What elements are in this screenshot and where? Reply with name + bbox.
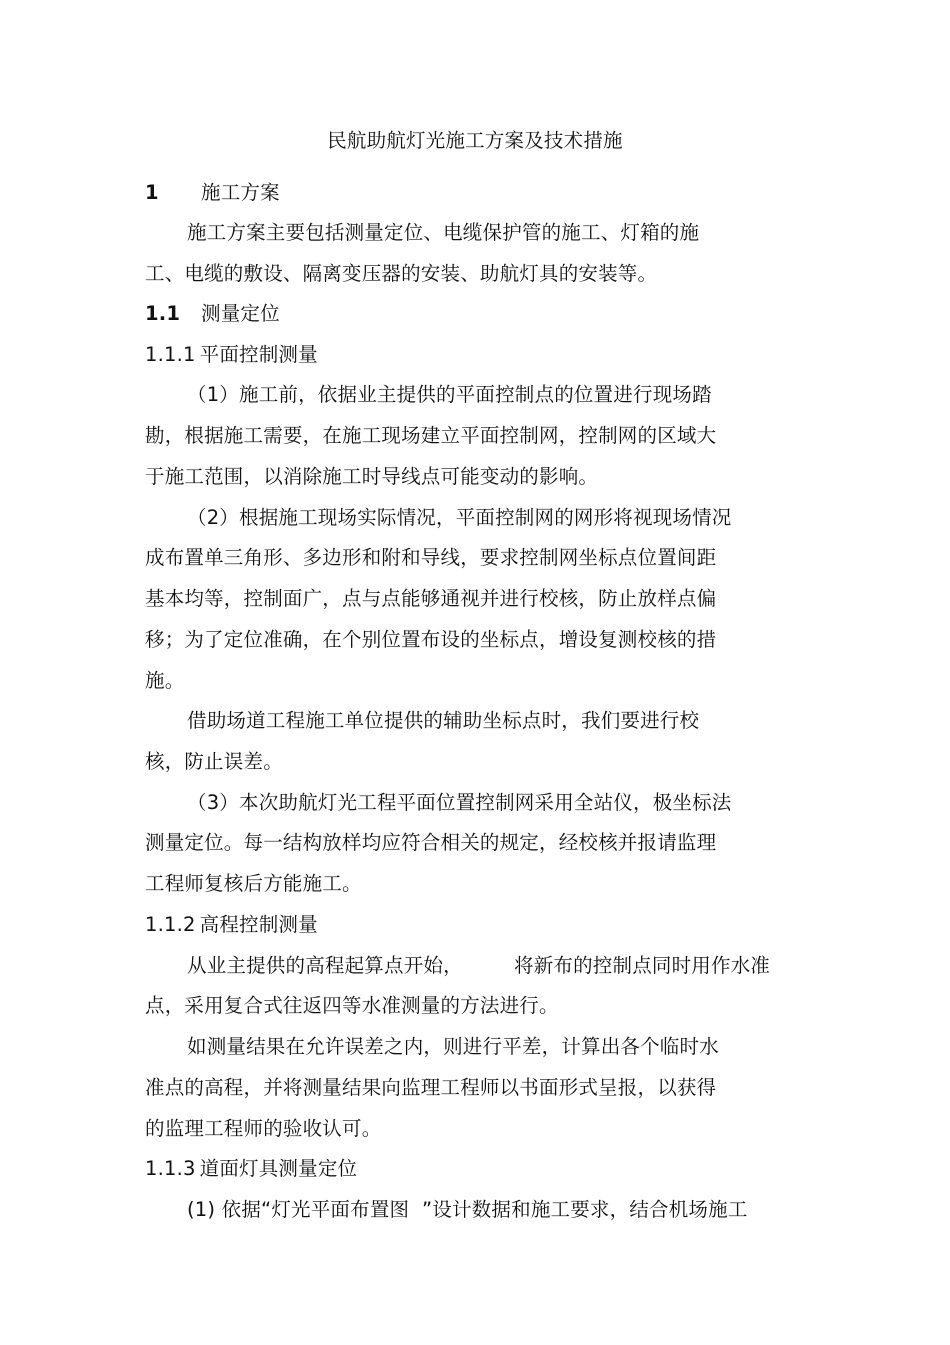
section-heading-1-1 [145,301,280,327]
section-title: 高程控制测量 [199,913,318,936]
section-title: 道面灯具测量定位 [199,1157,358,1180]
paragraph-line: 测量定位。每一结构放样均应符合相关的规定，经校核并报请监理 [145,831,717,854]
section-title: 测量定位 [201,302,280,325]
paragraph-line: 成布置单三角形、多边形和附和导线，要求控制网坐标点位置间距 [145,546,717,569]
paragraph-line: 从业主提供的高程起算点开始， 将新布的控制点同时用作水准 [187,954,771,977]
section-heading-1 [145,180,280,206]
document-title: 民航助航灯光施工方案及技术措施 [327,129,623,152]
paragraph-line: 基本均等，控制面广，点与点能够通视并进行校核，防止放样点偏 [145,587,717,610]
paragraph-line: 移；为了定位准确，在个别位置布设的坐标点，增设复测校核的措 [145,628,717,651]
paragraph-line: 施工方案主要包括测量定位、电缆保护管的施工、灯箱的施 [187,221,700,244]
paragraph-line: 如测量结果在允许误差之内，则进行平差，计算出各个临时水 [187,1035,719,1058]
paragraph-line: 的监理工程师的验收认可。 [145,1117,382,1140]
paragraph-line: （1）施工前，依据业主提供的平面控制点的位置进行现场踏 [187,383,712,406]
paragraph-line: (1) 依据“灯光平面布置图 ”设计数据和施工要求，结合机场施工 [187,1198,748,1221]
section-title: 平面控制测量 [199,343,318,366]
section-number: 1.1 [145,302,181,325]
section-heading-1-1-3 [145,1156,357,1182]
section-heading-1-1-2 [145,912,318,938]
paragraph-line: 借助场道工程施工单位提供的辅助坐标点时，我们要进行校 [187,709,700,732]
paragraph-line: 核，防止误差。 [145,750,283,773]
paragraph-line: 点，采用复合式往返四等水准测量的方法进行。 [145,994,559,1017]
section-number: 1.1.2 [145,913,196,936]
section-number: 1.1.3 [145,1157,196,1180]
paragraph-line: 准点的高程，并将测量结果向监理工程师以书面形式呈报，以获得 [145,1076,717,1099]
paragraph-line: 工、电缆的敷设、隔离变压器的安装、助航灯具的安装等。 [145,262,658,285]
section-number: 1 [145,181,159,204]
paragraph-line: 施。 [145,669,185,692]
paragraph-line: 于施工范围，以消除施工时导线点可能变动的影响。 [145,465,599,488]
paragraph-line: （3）本次助航灯光工程平面位置控制网采用全站仪，极坐标法 [187,791,732,814]
section-number: 1.1.1 [145,343,196,366]
section-title: 施工方案 [201,181,280,204]
paragraph-line: （2）根据施工现场实际情况，平面控制网的网形将视现场情况 [187,506,732,529]
paragraph-line: 工程师复核后方能施工。 [145,872,362,895]
section-heading-1-1-1 [145,342,318,368]
paragraph-line: 勘，根据施工需要，在施工现场建立平面控制网，控制网的区域大 [145,424,717,447]
